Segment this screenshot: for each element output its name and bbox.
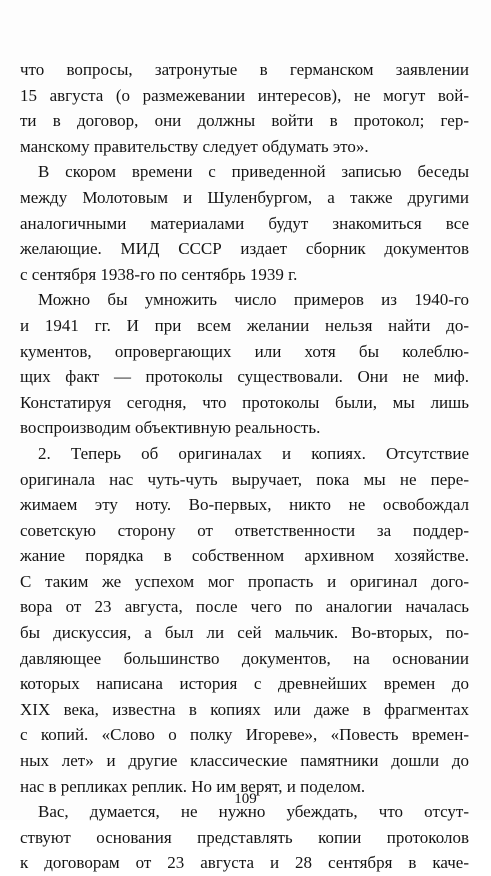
text-line: манскому правительству следует обдумать это».	[20, 136, 369, 156]
text-line: жание порядка в собственном архивном хозяйстве.	[20, 546, 469, 566]
text-line: 2. Теперь об оригиналах и копиях. Отсутствие	[38, 443, 469, 463]
text-line: с копий. «Слово о полку Игореве», «Повесть времен-	[20, 725, 469, 745]
text-line: между Молотовым и Шуленбургом, а также другими	[20, 187, 469, 207]
paragraph	[20, 441, 469, 799]
paragraph	[20, 159, 469, 287]
text-line: к договорам от 23 августа и 28 сентября в каче-	[20, 853, 469, 873]
text-line: воспроизводим объективную реальность.	[20, 418, 321, 438]
page-number: 109	[234, 791, 257, 807]
text-line: Вас, думается, не нужно убеждать, что отсут-	[38, 802, 469, 822]
text-line: с сентября 1938-го по сентябрь 1939 г.	[20, 264, 298, 284]
text-line: которых написана история с древнейших времен до	[20, 674, 469, 694]
text-line: XIX века, известна в копиях или даже в фрагментах	[20, 699, 469, 719]
text-line: оригинала нас чуть-чуть выручает, пока мы не пере-	[20, 469, 469, 489]
text-line: вора от 23 августа, после чего по аналогии началась	[20, 597, 469, 617]
text-line: советскую сторону от ответственности за поддер-	[20, 520, 469, 540]
text-line: и 1941 гг. И при всем желании нельзя найти до-	[20, 315, 469, 335]
text-line: Можно бы умножить число примеров из 1940-го	[38, 290, 469, 310]
text-line: давляющее большинство документов, на основании	[20, 648, 469, 668]
text-line: ных лет» и другие классические памятники дошли до	[20, 751, 469, 771]
text-line: аналогичными материалами будут знакомиться все	[20, 213, 469, 233]
paragraph	[20, 57, 469, 159]
text-line: жимаем эту ноту. Во-первых, никто не освобождал	[20, 495, 469, 515]
text-line: нас в репликах реплик. Но им верят, и поделом.	[20, 776, 366, 796]
text-line: кументов, опровергающих или хотя бы колеблю-	[20, 341, 469, 361]
text-line: 15 августа (о размежевании интересов), не могут вой-	[20, 85, 469, 105]
text-line: ствуют основания представлять копии протоколов	[20, 827, 469, 847]
text-line: бы дискуссия, а был ли сей мальчик. Во-вторых, по-	[20, 623, 469, 643]
paragraph	[20, 799, 469, 876]
text-line: ти в договор, они должны войти в протокол; гер-	[20, 111, 469, 131]
text-line: С таким же успехом мог пропасть и оригинал дого-	[20, 571, 469, 591]
text-line: что вопросы, затронутые в германском заявлении	[20, 60, 469, 79]
text-line: желающие. МИД СССР издает сборник документов	[20, 239, 469, 259]
text-line: В скором времени с приведенной записью беседы	[38, 162, 469, 182]
text-line: щих факт — протоколы существовали. Они не миф.	[20, 367, 469, 387]
paragraph	[20, 287, 469, 441]
text-line: Констатируя сегодня, что протоколы были, мы лишь	[20, 392, 469, 412]
body-text	[20, 57, 469, 876]
